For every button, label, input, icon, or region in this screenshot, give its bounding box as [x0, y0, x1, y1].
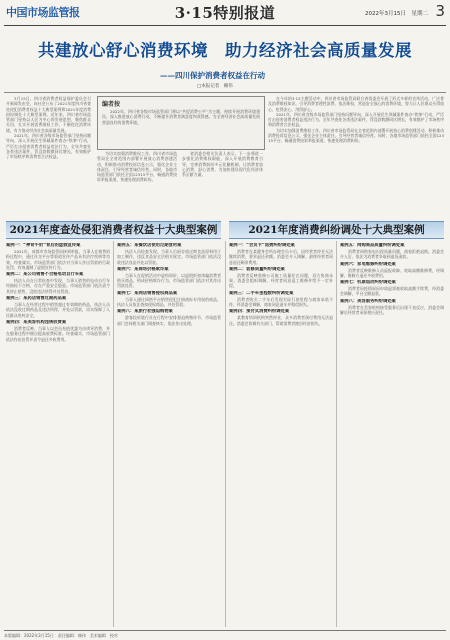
headline-divider — [4, 92, 446, 93]
body-column-3 — [182, 151, 263, 217]
case-text: 2021年，成都市市场监管局接到举报，当事人在销售奶粉过程中，通过社交平台等渠道宣传产品具有治疗疾病等功效，经查属实。市场监管部门依法对当事人作出罚款的行政处罚，有效遏制了虚假宣传行为。 — [6, 249, 110, 270]
masthead-divider — [4, 25, 446, 26]
case-title: 案例六：家电维修纠纷调处案 — [340, 261, 396, 267]
case-item — [117, 267, 221, 289]
intro-paragraph-2: 2021年，四川省各级市场监管部门坚持问题导向，深入开展民生领域案件查办“铁拳”行动，严厉打击侵害消费者权益违法行为，全年共查处各类违法案件，罚没款数额同比增长，有效维护了市场秩序和消费者合法权益。 — [6, 133, 91, 160]
intro-column-1 — [6, 96, 91, 218]
case-title: 案例八：美容服务纠纷调处案 — [340, 298, 396, 304]
case-text: 消费者反映维修人员虚报故障、收取高额维修费，经调解，维修方退还多收费用。 — [340, 267, 444, 278]
sub-headline: ——四川保护消费者权益在行动 — [160, 71, 265, 80]
case-text: 游客投诉旅行社在行程中安排强迫购物环节，市场监管部门会同相关部门调查核实，依法作出处理。 — [117, 315, 221, 326]
column-divider — [336, 241, 337, 627]
case-title: 案例二：某公司销售不合格电动自行车案 — [6, 272, 84, 278]
case-item — [340, 280, 444, 297]
case-title: 案例七：机票退改纠纷调处案 — [340, 280, 396, 286]
case-title: 案例一：“神奇牛奶”背后的虚假宣传案 — [6, 243, 81, 248]
cases-mid-column — [117, 241, 221, 627]
case-text: 消费者在美容机构接受服务后出现不良反应，消委会调解后经营者承担相应责任。 — [340, 304, 444, 316]
case-text: 执法人员在日常检查中发现，当事人销售的电动自行车经抽检不合格，存在严重安全隐患。市场监管部门依法责令其停止销售，没收违法所得并处罚款。 — [6, 278, 110, 294]
case-item — [6, 320, 110, 342]
case-text: 消费者在某健身会所办理会员卡后，因经营者停业无法继续消费，要求退还余额。消委会介入调解，最终经营者同意退还剩余费用。 — [229, 249, 333, 265]
case-title: 案例三：某药店销售过期药品案 — [6, 296, 67, 302]
case-text: 某教育培训机构突然停业，众多消费者预付费用无法退还。消委会协调有关部门，帮助消费者挽回经济损失。 — [229, 315, 333, 326]
case-item — [117, 243, 221, 265]
case-text: 消费者因疫情原因申请退票被收取高额手续费，经消委会调解，平台全额退款。 — [340, 286, 444, 297]
case-text: 当事人通过网络平台销售侵犯注册商标专用权的商品，执法人员依法查扣侵权商品，并处罚款。 — [117, 296, 221, 308]
case-title: 案例三：二手车里程数纠纷调处案 — [229, 290, 294, 296]
page-number: 3 — [435, 2, 445, 20]
case-item — [6, 243, 110, 270]
case-item — [117, 309, 221, 326]
banner-left-cases: 2021年度查处侵犯消费者权益十大典型案例 — [6, 221, 221, 239]
case-text: 当事人在促销活动中虚构原价，以虚假折扣诱骗消费者购买商品，构成价格欺诈行为，市场监管部门依法对其作出罚款处罚。 — [117, 272, 221, 289]
body-paragraph-b: 省消委会相关负责人表示，下一步将进一步强化消费维权职能，深入开展消费教育引导，完善消费纠纷多元化解机制，让消费者放心消费、舒心消费，为加快建设现代化经济体系贡献力量。 — [182, 151, 263, 178]
case-item — [229, 309, 333, 326]
case-item — [229, 291, 333, 308]
section-title: 3·15特别报道 — [174, 4, 276, 22]
body-column-2 — [97, 151, 177, 217]
masthead — [0, 0, 450, 24]
issue-date: 2022年3月15日 星期二 — [365, 11, 428, 17]
case-title: 案例七：某网店销售侵权商品案 — [117, 290, 178, 296]
body-paragraph-a: 为切实加强消费维权工作，四川省市场监管局在全省范围内部署开展放心消费创建活动，积极推动消费投诉信息公示，强化企业主体责任，引导经营者诚信经营。同时，各地市场监管部门依托全国12315平台，畅通消费投诉举报渠道，快速处理消费纠纷。 — [97, 151, 177, 183]
editor-note-text: 2022年，四川省各级市场监管部门将以“共促消费公平”为主题，持续开展消费环境建设，深入推进放心消费行动，不断提升消费者满意度和获得感，为全省经济社会高质量发展营造良好的消费环境。 — [102, 109, 260, 125]
right-intro-paragraph: 在今年的3·15主题活动中，四川省市场监管局联合省消委会开展了形式多样的宣传活动，广泛普及消费维权知识，引导消费者理性消费、依法维权，营造安全放心的消费环境，努力让人民群众买得放心、吃得安心、用得舒心。 — [268, 96, 444, 112]
column-divider — [225, 241, 226, 627]
case-title: 案例五：网购商品质量纠纷调处案 — [340, 243, 405, 248]
right-paragraph-2: 2021年，四川省各级市场监管部门坚持问题导向，深入开展民生领域案件查办“铁拳”行动，严厉打击侵害消费者权益违法行为，全年共查处各类违法案件，罚没款数额同比增长，有效维护了市场秩序和消费者合法权益。 — [268, 111, 444, 128]
case-text: 消费者反映装修公司施工质量存在问题，双方协商未果。消委会组织调解，经营者同意返工维修并给予一定补偿。 — [229, 272, 333, 289]
case-text: 消费者网购家电出现质量问题，商家拒绝退换。消委会介入后，依法为消费者争取到退货退款。 — [340, 249, 444, 260]
case-title: 案例八：某旅行社强迫购物案 — [117, 309, 173, 315]
case-item — [340, 243, 444, 260]
case-title: 案例一：“会员卡”退费纠纷调处案 — [229, 243, 295, 248]
case-item — [229, 267, 333, 289]
case-title: 案例六：某商场价格欺诈案 — [117, 266, 169, 272]
cases-far-column — [340, 241, 444, 627]
editor-note-title: 编者按 — [102, 101, 121, 108]
case-item — [6, 272, 110, 294]
cases-right-column — [229, 241, 333, 627]
newspaper-logo: 中国市场监管报 — [6, 6, 80, 19]
intro-paragraph-1: 3月15日，四川省消费者权益保护委员会召开新闻发布会，向社会公布了2021年度四川省查处侵犯消费者权益十大典型案例和2021年度消费纠纷调处十大典型案例。近年来，四川省市场监管部门坚持以人民为中心的发展思想，聚焦群众关切，扎实开展消费维权工作，不断优化消费环境，有力推动经济社会高质量发展。 — [6, 96, 91, 133]
case-title: 案例四：某美容机构违规收费案 — [6, 319, 67, 325]
byline: □本报记者 赖伟 — [197, 84, 233, 89]
case-text: 消费者反映，当事人以会员充值优惠为由诱导消费，并在服务过程中擅自提高收费标准。经查属实，市场监管部门依法作出处罚并责令退还多收费用。 — [6, 325, 110, 342]
main-headline: 共建放心舒心消费环境 助力经济社会高质量发展 — [38, 41, 412, 60]
body-column-right — [268, 96, 444, 218]
case-text: 执法人员检查发现，当事人后厨存放过期食品原料用于加工制作，违反食品安全法相关规定。市场监管部门依法没收违法食品并处以罚款。 — [117, 249, 221, 265]
page-footer: 本版编辑：2022年3月15日 责任编辑：赖伟 美术编辑 校对 — [4, 630, 446, 640]
case-item — [340, 262, 444, 279]
right-paragraph-3: 为切实加强消费维权工作，四川省市场监管局在全省范围内部署开展放心消费创建活动，积极推动消费投诉信息公示，强化企业主体责任，引导经营者诚信经营。同时，各地市场监管部门依托全国12315平台，畅通消费投诉举报渠道，快速处理消费纠纷。 — [268, 127, 444, 144]
case-title: 案例四：预付式消费纠纷调处案 — [229, 309, 290, 315]
banner-right-cases: 2021年度消费纠纷调处十大典型案例 — [229, 221, 444, 239]
case-title: 案例二：装修质量纠纷调处案 — [229, 266, 285, 272]
case-text: 消费者购买二手车后发现实际行驶里程与商家承诺不符，经消委会调解，商家同意退车并赔偿损失。 — [229, 296, 333, 308]
case-item — [6, 296, 110, 318]
case-title: 案例五：某餐饮店使用过期食材案 — [117, 243, 182, 248]
editor-note-box — [97, 96, 265, 150]
case-item — [229, 243, 333, 265]
column-divider — [113, 241, 114, 627]
cases-left-column — [6, 241, 110, 627]
case-item — [340, 299, 444, 316]
case-item — [117, 291, 221, 308]
case-text: 当事人在经营过程中销售超过有效期的药品，执法人员依法没收过期药品及违法所得，并处以罚款，切实保障了人民群众用药安全。 — [6, 302, 110, 318]
